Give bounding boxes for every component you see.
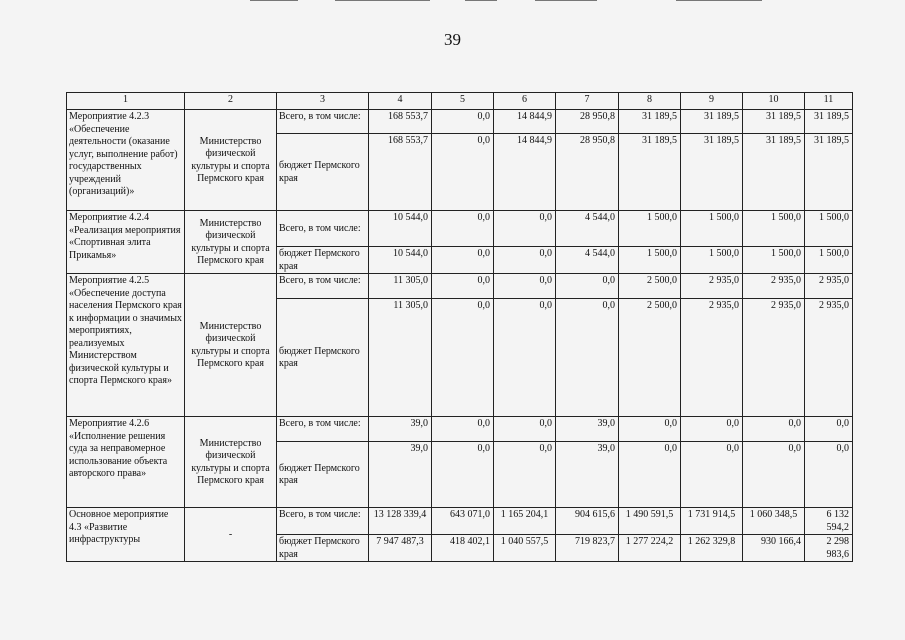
value-cell: 904 615,6 — [556, 508, 619, 535]
value-cell: 2 935,0 — [805, 299, 853, 417]
value-cell: 168 553,7 — [369, 110, 432, 134]
value-cell: 13 128 339,4 — [369, 508, 432, 535]
value-cell: 1 277 224,2 — [619, 535, 681, 562]
value-cell: 4 544,0 — [556, 211, 619, 247]
funding-source: бюджет Пермского края — [277, 535, 369, 562]
top-rule — [335, 0, 430, 1]
value-cell: 39,0 — [556, 417, 619, 442]
value-cell: 1 500,0 — [805, 247, 853, 274]
measure-name: Мероприятие 4.2.6 «Исполнение решения суда за неправомерное использование объекта авторского права» — [67, 417, 185, 508]
value-cell: 31 189,5 — [619, 134, 681, 211]
column-header: 9 — [681, 93, 743, 110]
value-cell: 31 189,5 — [805, 134, 853, 211]
value-cell: 2 935,0 — [743, 274, 805, 299]
table-row — [67, 274, 853, 299]
value-cell: 0,0 — [432, 110, 494, 134]
value-cell: 0,0 — [432, 247, 494, 274]
column-header: 5 — [432, 93, 494, 110]
funding-source: бюджет Пермского края — [277, 299, 369, 417]
funding-source: бюджет Пермского края — [277, 134, 369, 211]
column-header: 4 — [369, 93, 432, 110]
column-header: 11 — [805, 93, 853, 110]
measure-name: Основное мероприятие 4.3 «Развитие инфраструктуры — [67, 508, 185, 562]
value-cell: 1 500,0 — [619, 247, 681, 274]
value-cell: 1 165 204,1 — [494, 508, 556, 535]
value-cell: 7 947 487,3 — [369, 535, 432, 562]
value-cell: 11 305,0 — [369, 299, 432, 417]
column-header: 6 — [494, 93, 556, 110]
value-cell: 2 298 983,6 — [805, 535, 853, 562]
top-rule — [676, 0, 762, 1]
value-cell: 0,0 — [432, 274, 494, 299]
value-cell: 10 544,0 — [369, 247, 432, 274]
top-rule — [535, 0, 597, 1]
value-cell: 643 071,0 — [432, 508, 494, 535]
value-cell: 0,0 — [494, 274, 556, 299]
value-cell: 0,0 — [432, 299, 494, 417]
value-cell: 1 500,0 — [743, 211, 805, 247]
executor: Министерство физической культуры и спорта Пермского края — [185, 211, 277, 274]
value-cell: 39,0 — [556, 442, 619, 508]
value-cell: 1 500,0 — [619, 211, 681, 247]
value-cell: 6 132 594,2 — [805, 508, 853, 535]
funding-source: Всего, в том числе: — [277, 274, 369, 299]
value-cell: 719 823,7 — [556, 535, 619, 562]
measure-name: Мероприятие 4.2.3 «Обеспечение деятельности (оказание услуг, выполнение работ) государственных учреждений (организаций)» — [67, 110, 185, 211]
value-cell: 1 500,0 — [681, 247, 743, 274]
funding-source: бюджет Пермского края — [277, 442, 369, 508]
value-cell: 0,0 — [432, 134, 494, 211]
funding-source: Всего, в том числе: — [277, 211, 369, 247]
value-cell: 0,0 — [805, 442, 853, 508]
value-cell: 39,0 — [369, 442, 432, 508]
value-cell: 0,0 — [494, 299, 556, 417]
executor: - — [185, 508, 277, 562]
value-cell: 4 544,0 — [556, 247, 619, 274]
column-header: 8 — [619, 93, 681, 110]
value-cell: 1 060 348,5 — [743, 508, 805, 535]
value-cell: 1 500,0 — [805, 211, 853, 247]
value-cell: 0,0 — [494, 442, 556, 508]
value-cell: 930 166,4 — [743, 535, 805, 562]
value-cell: 14 844,9 — [494, 110, 556, 134]
value-cell: 31 189,5 — [681, 134, 743, 211]
table-row — [67, 211, 853, 247]
value-cell: 418 402,1 — [432, 535, 494, 562]
value-cell: 0,0 — [619, 442, 681, 508]
value-cell: 31 189,5 — [805, 110, 853, 134]
budget-table — [66, 92, 853, 562]
value-cell: 0,0 — [494, 247, 556, 274]
value-cell: 1 262 329,8 — [681, 535, 743, 562]
value-cell: 10 544,0 — [369, 211, 432, 247]
table-row — [67, 417, 853, 442]
value-cell: 28 950,8 — [556, 134, 619, 211]
value-cell: 2 935,0 — [743, 299, 805, 417]
executor: Министерство физической культуры и спорта Пермского края — [185, 110, 277, 211]
value-cell: 28 950,8 — [556, 110, 619, 134]
value-cell: 31 189,5 — [743, 134, 805, 211]
value-cell: 2 935,0 — [681, 299, 743, 417]
value-cell: 11 305,0 — [369, 274, 432, 299]
value-cell: 0,0 — [556, 299, 619, 417]
value-cell: 0,0 — [743, 417, 805, 442]
value-cell: 0,0 — [556, 274, 619, 299]
value-cell: 0,0 — [681, 442, 743, 508]
value-cell: 1 731 914,5 — [681, 508, 743, 535]
column-header: 1 — [67, 93, 185, 110]
measure-name: Мероприятие 4.2.4 «Реализация мероприятия «Спортивная элита Прикамья» — [67, 211, 185, 274]
value-cell: 14 844,9 — [494, 134, 556, 211]
header-row — [67, 93, 853, 110]
executor: Министерство физической культуры и спорта Пермского края — [185, 274, 277, 417]
value-cell: 0,0 — [494, 211, 556, 247]
value-cell: 31 189,5 — [681, 110, 743, 134]
column-header: 10 — [743, 93, 805, 110]
funding-source: Всего, в том числе: — [277, 110, 369, 134]
value-cell: 31 189,5 — [619, 110, 681, 134]
value-cell: 2 935,0 — [805, 274, 853, 299]
value-cell: 0,0 — [805, 417, 853, 442]
column-header: 7 — [556, 93, 619, 110]
value-cell: 0,0 — [432, 442, 494, 508]
value-cell: 2 935,0 — [681, 274, 743, 299]
funding-source: Всего, в том числе: — [277, 417, 369, 442]
top-rule — [465, 0, 497, 1]
column-header: 2 — [185, 93, 277, 110]
value-cell: 1 490 591,5 — [619, 508, 681, 535]
value-cell: 39,0 — [369, 417, 432, 442]
value-cell: 0,0 — [743, 442, 805, 508]
value-cell: 168 553,7 — [369, 134, 432, 211]
value-cell: 1 040 557,5 — [494, 535, 556, 562]
page-number: 39 — [444, 30, 461, 49]
column-header: 3 — [277, 93, 369, 110]
funding-source: Всего, в том числе: — [277, 508, 369, 535]
value-cell: 0,0 — [619, 417, 681, 442]
value-cell: 31 189,5 — [743, 110, 805, 134]
value-cell: 0,0 — [681, 417, 743, 442]
measure-name: Мероприятие 4.2.5 «Обеспечение доступа населения Пермского края к информации о значимых мероприятиях, реализуемых Министерством физической культуры и спорта Пермского края» — [67, 274, 185, 417]
value-cell: 1 500,0 — [743, 247, 805, 274]
table-row — [67, 110, 853, 134]
value-cell: 1 500,0 — [681, 211, 743, 247]
value-cell: 2 500,0 — [619, 299, 681, 417]
table-row — [67, 508, 853, 535]
value-cell: 2 500,0 — [619, 274, 681, 299]
value-cell: 0,0 — [494, 417, 556, 442]
funding-source: бюджет Пермского края — [277, 247, 369, 274]
value-cell: 0,0 — [432, 211, 494, 247]
value-cell: 0,0 — [432, 417, 494, 442]
top-rule — [250, 0, 298, 1]
executor: Министерство физической культуры и спорта Пермского края — [185, 417, 277, 508]
